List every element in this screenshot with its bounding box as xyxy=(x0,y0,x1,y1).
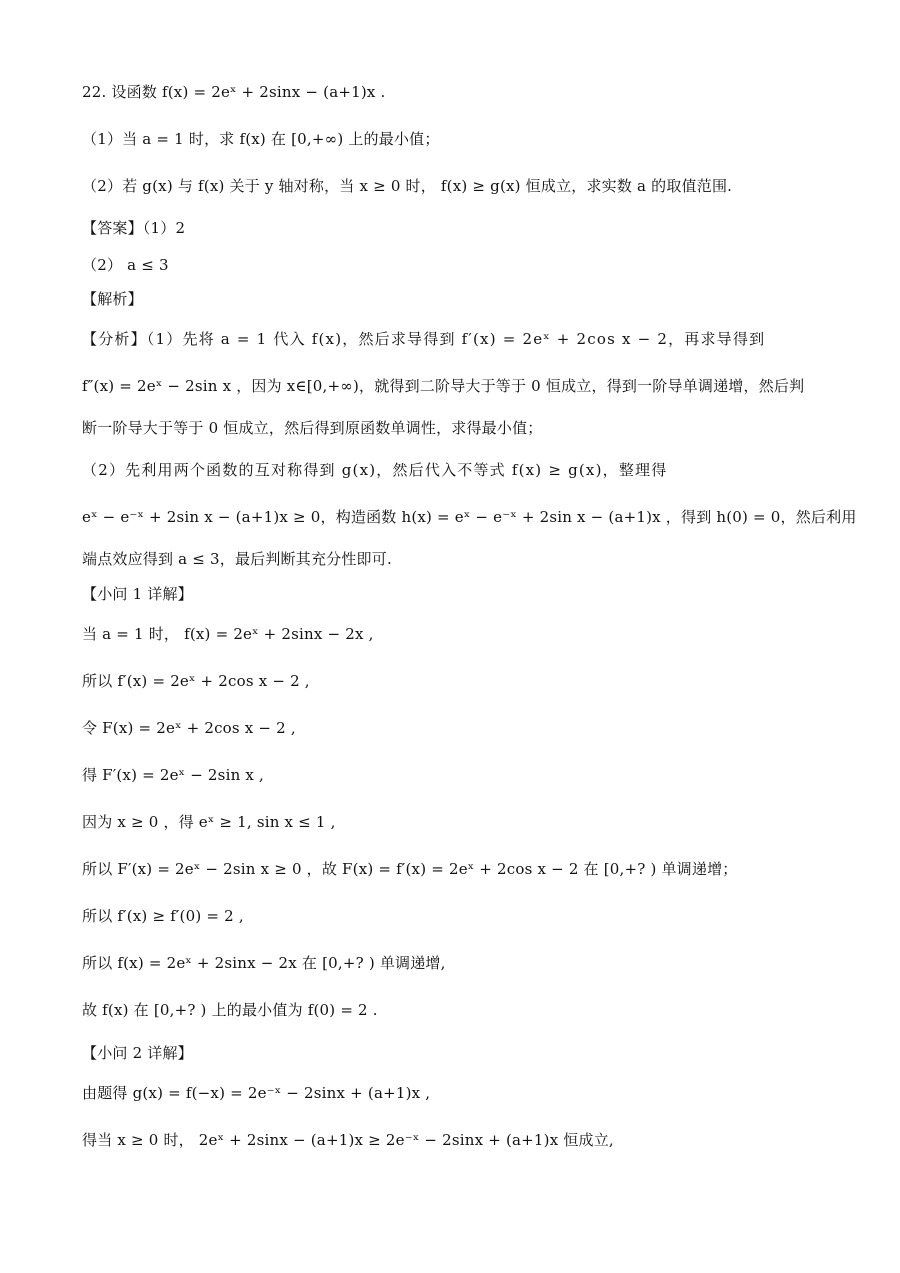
analysis-heading: 【解析】 xyxy=(82,290,143,308)
problem-part-2: （2）若 g(x) 与 f(x) 关于 y 轴对称，当 x ≥ 0 时， f(x) ≥ g(x) 恒成立，求实数 a 的取值范围. xyxy=(82,177,733,195)
solution-1-line-2: 所以 f′(x) = 2eˣ + 2cos x − 2 , xyxy=(82,672,310,690)
solution-1-line-7: 所以 f′(x) ≥ f′(0) = 2 , xyxy=(82,907,244,925)
subquestion-1-heading: 【小问 1 详解】 xyxy=(82,585,193,603)
solution-1-line-1: 当 a = 1 时， f(x) = 2eˣ + 2sinx − 2x , xyxy=(82,625,374,643)
analysis-line-6: 端点效应得到 a ≤ 3，最后判断其充分性即可. xyxy=(82,550,392,568)
analysis-line-1: 【分析】（1）先将 a = 1 代入 f(x)，然后求导得到 f′(x) = 2eˣ + 2cos x − 2，再求导得到 xyxy=(82,330,766,348)
analysis-line-2: f″(x) = 2eˣ − 2sin x ，因为 x∈[0,+∞)，就得到二阶导大于等于 0 恒成立，得到一阶导单调递增，然后判 xyxy=(82,377,805,395)
answer-part-2: （2） a ≤ 3 xyxy=(82,256,169,274)
solution-2-line-1: 由题得 g(x) = f(−x) = 2e⁻ˣ − 2sinx + (a+1)x , xyxy=(82,1084,431,1102)
solution-1-line-6: 所以 F′(x) = 2eˣ − 2sin x ≥ 0 ，故 F(x) = f′(x) = 2eˣ + 2cos x − 2 在 [0,+? ) 单调递增； xyxy=(82,860,738,878)
subquestion-2-heading: 【小问 2 详解】 xyxy=(82,1044,193,1062)
analysis-line-4: （2）先利用两个函数的互对称得到 g(x)，然后代入不等式 f(x) ≥ g(x)，整理得 xyxy=(82,461,668,479)
answer-heading: 【答案】（1）2 xyxy=(82,219,186,237)
solution-1-line-8: 所以 f(x) = 2eˣ + 2sinx − 2x 在 [0,+? ) 单调递增, xyxy=(82,954,446,972)
analysis-line-5: eˣ − e⁻ˣ + 2sin x − (a+1)x ≥ 0，构造函数 h(x) = eˣ − e⁻ˣ + 2sin x − (a+1)x ，得到 h(0) = 0，然后利用 xyxy=(82,508,857,526)
solution-1-line-4: 得 F′(x) = 2eˣ − 2sin x , xyxy=(82,766,264,784)
solution-1-line-3: 令 F(x) = 2eˣ + 2cos x − 2 , xyxy=(82,719,296,737)
problem-part-1: （1）当 a = 1 时，求 f(x) 在 [0,+∞) 上的最小值； xyxy=(82,130,440,148)
problem-statement: 22. 设函数 f(x) = 2eˣ + 2sinx − (a+1)x . xyxy=(82,83,386,101)
solution-1-line-9: 故 f(x) 在 [0,+? ) 上的最小值为 f(0) = 2 . xyxy=(82,1001,378,1019)
solution-1-line-5: 因为 x ≥ 0 ，得 eˣ ≥ 1, sin x ≤ 1 , xyxy=(82,813,336,831)
analysis-line-3: 断一阶导大于等于 0 恒成立，然后得到原函数单调性，求得最小值； xyxy=(82,419,543,437)
solution-2-line-2: 得当 x ≥ 0 时， 2eˣ + 2sinx − (a+1)x ≥ 2e⁻ˣ − 2sinx + (a+1)x 恒成立, xyxy=(82,1131,614,1149)
